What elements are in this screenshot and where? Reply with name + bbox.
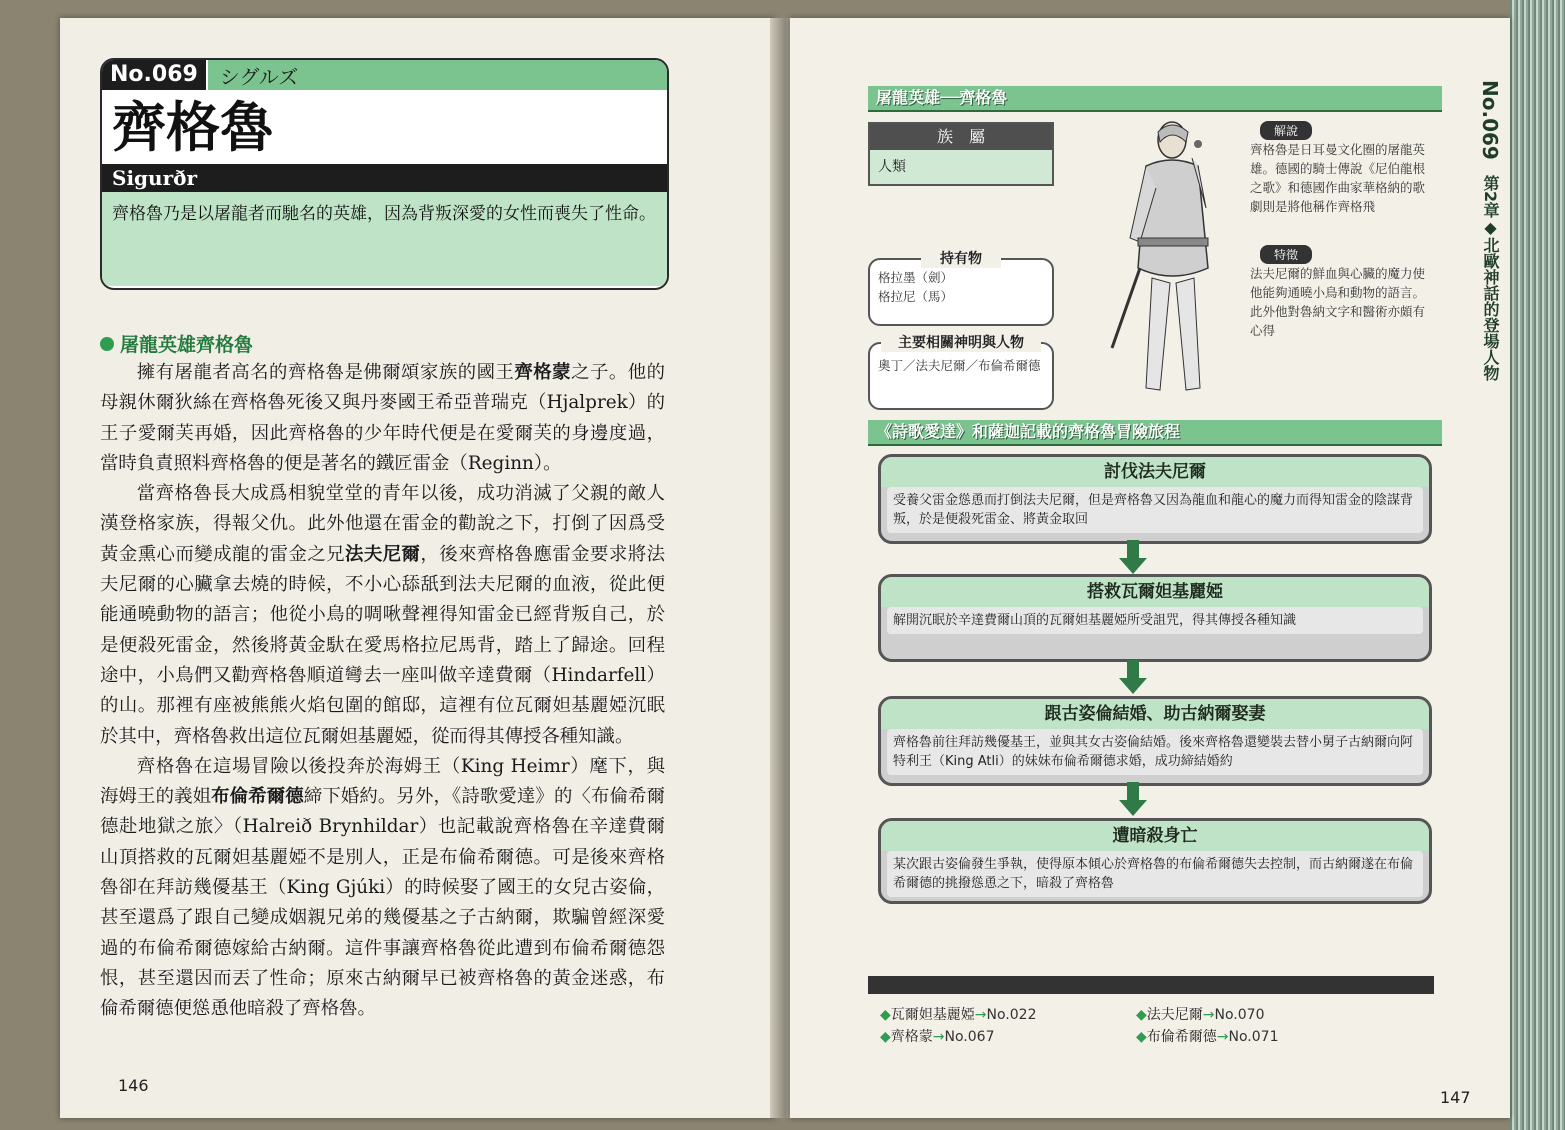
side-tab-number: No.069 <box>1478 80 1502 160</box>
paragraph: 擁有屠龍者高名的齊格魯是佛爾頌家族的國王齊格蒙之子。他的母親休爾狄絲在齊格魯死後又與丹麥國王希亞普瑞克（Hjalprek）的王子愛爾芙再婚，因此齊格魯的少年時代便是在愛爾芙的身邊度過，當時負責照料齊格魯的便是著名的鐵匠雷金（Reginn）。 <box>100 362 665 474</box>
diamond-icon: ◆ <box>880 1029 891 1045</box>
flow-step-desc: 解開沉眠於辛達費爾山頂的瓦爾妲基麗婭所受詛咒，得其傳授各種知識 <box>887 607 1423 634</box>
latin-name: Sigurðr <box>102 164 667 192</box>
species-box <box>868 122 1054 186</box>
diamond-icon: ◆ <box>880 1007 891 1023</box>
flow-step <box>878 696 1432 786</box>
flow-step-desc: 齊格魯前往拜訪幾優基王，並與其女古姿倫結婚。後來齊格魯還變裝去替小舅子古納爾向阿特利王（King Atli）的妹妹布倫希爾德求婚，成功締結婚約 <box>887 729 1423 775</box>
journey-header-bar: 《詩歌愛達》和薩迦記載的齊格魯冒險旅程 <box>868 420 1442 446</box>
related-people-list: 奧丁／法夫尼爾／布倫希爾德 <box>878 358 1041 373</box>
flow-step-title: 搭救瓦爾妲基麗婭 <box>881 577 1429 607</box>
possession-item: 格拉尼（馬） <box>878 289 954 304</box>
related-item-link[interactable]: ◆瓦爾妲基麗婭→No.022 <box>880 1007 1037 1023</box>
features-block <box>1250 244 1435 340</box>
bullet-dot-icon <box>100 337 114 351</box>
flow-step-desc: 受養父雷金慫恿而打倒法夫尼爾，但是齊格魯又因為龍血和龍心的魔力而得知雷金的陰謀背叛，於是便殺死雷金、將黃金取回 <box>887 487 1423 533</box>
entry-title: 齊格魯 <box>102 90 667 164</box>
down-arrow-icon <box>1120 782 1146 816</box>
features-label: 特徵 <box>1260 245 1312 264</box>
explain-label: 解說 <box>1260 121 1312 140</box>
related-item-link[interactable]: ◆齊格蒙→No.067 <box>880 1029 995 1045</box>
book-page-edges <box>1510 0 1565 1130</box>
flow-step-desc: 某次跟古姿倫發生爭執，使得原本傾心於齊格魯的布倫希爾德失去控制，而古納爾遂在布倫希爾德的挑撥慫恿之下，暗殺了齊格魯 <box>887 851 1423 897</box>
paragraph: 當齊格魯長大成爲相貌堂堂的青年以後，成功消滅了父親的敵人漢登格家族，得報父仇。此外他還在雷金的勸說之下，打倒了因爲受黃金熏心而變成龍的雷金之兄法夫尼爾，後來齊格魯應雷金要求將法夫尼爾的心臟拿去燒的時候，不小心舔舐到法夫尼爾的血液，從此便能通曉動物的語言；他從小鳥的啁啾聲裡得知雷金已經背叛自己，於是便殺死雷金，然後將黃金馱在愛馬格拉尼馬背，踏上了歸途。回程途中，小鳥們又勸齊格魯順道彎去一座叫做辛達費爾（Hindarfell）的山。那裡有座被熊熊火焰包圍的館邸，這裡有位瓦爾妲基麗婭沉眠於其中，齊格魯救出這位瓦爾妲基麗婭，從而得其傳授各種知識。 <box>100 483 665 747</box>
flow-step-title: 討伐法夫尼爾 <box>881 457 1429 487</box>
related-item-link[interactable]: ◆布倫希爾德→No.071 <box>1136 1029 1279 1045</box>
section-heading-text: 屠龍英雄齊格魯 <box>120 334 254 356</box>
diamond-icon: ◆ <box>1136 1029 1147 1045</box>
title-top-bar <box>102 60 667 90</box>
flow-step <box>878 454 1432 544</box>
flow-step <box>878 818 1432 904</box>
related-people-box <box>868 335 1054 410</box>
related-people-title: 主要相關神明與人物 <box>881 332 1041 352</box>
related-items-bar <box>868 976 1434 994</box>
flow-step-title: 跟古姿倫結婚、助古納爾娶妻 <box>881 699 1429 729</box>
flow-step <box>878 574 1432 662</box>
bold-term: 布倫希爾德 <box>211 786 304 808</box>
entry-title-box <box>100 58 669 290</box>
hero-header-bar: 屠龍英雄──齊格魯 <box>868 86 1442 112</box>
possession-item: 格拉墨（劍） <box>878 270 954 285</box>
features-text: 法夫尼爾的鮮血與心臟的魔力使他能夠通曉小鳥和動物的語言。此外他對魯納文字和醫術亦頗有心得 <box>1250 266 1426 338</box>
flow-step-title: 遭暗殺身亡 <box>881 821 1429 851</box>
body-text <box>100 358 665 1025</box>
possessions-title: 持有物 <box>921 248 1001 268</box>
possessions-box <box>868 251 1054 326</box>
bold-term: 齊格蒙 <box>514 362 572 383</box>
explain-text: 齊格魯是日耳曼文化圈的屠龍英雄。德國的騎士傳說《尼伯龍根之歌》和德國作曲家華格納的歌劇則是將他稱作齊格飛 <box>1250 142 1426 214</box>
down-arrow-icon <box>1120 660 1146 694</box>
page-number-left: 146 <box>118 1076 149 1095</box>
explanation-block <box>1250 120 1435 216</box>
species-label: 族 屬 <box>870 124 1052 150</box>
paragraph: 齊格魯在這場冒險以後投奔於海姆王（King Heimr）麾下，與海姆王的義姐布倫希爾德締下婚約。另外，《詩歌愛達》的〈布倫希爾德赴地獄之旅〉（Halreið Brynhildar）也記載說齊格魯在辛達費爾山頂搭救的瓦爾妲基麗婭不是別人，正是布倫希爾德。可是後來齊格魯卻在拜訪幾優基王（King Gjúki）的時候娶了國王的女兒古姿倫，甚至還爲了跟自己變成姻親兄弟的幾優基之子古納爾，欺騙曾經深愛過的布倫希爾德嫁給古納爾。這件事讓齊格魯從此遭到布倫希爾德怨恨，甚至還因而丟了性命；原來古納爾早已被齊格魯的黃金迷惑，布倫希爾德便慫恿他暗殺了齊格魯。 <box>100 755 665 1020</box>
entry-number: No.069 <box>102 60 208 90</box>
bold-term: 法夫尼爾 <box>345 543 421 565</box>
entry-summary: 齊格魯乃是以屠龍者而馳名的英雄，因為背叛深愛的女性而喪失了性命。 <box>102 192 667 286</box>
species-value: 人類 <box>870 150 1052 184</box>
page-number-right: 147 <box>1440 1088 1471 1107</box>
section-heading <box>100 330 253 357</box>
related-item-link[interactable]: ◆法夫尼爾→No.070 <box>1136 1007 1265 1023</box>
katakana-name: シグルズ <box>219 64 299 89</box>
diamond-icon: ◆ <box>1136 1007 1147 1023</box>
chapter-side-tab <box>1458 80 1502 440</box>
sigurd-illustration <box>1100 118 1250 418</box>
side-tab-chapter: 第2章◆北歐神話的登場人物 <box>1481 175 1500 382</box>
down-arrow-icon <box>1120 540 1146 574</box>
